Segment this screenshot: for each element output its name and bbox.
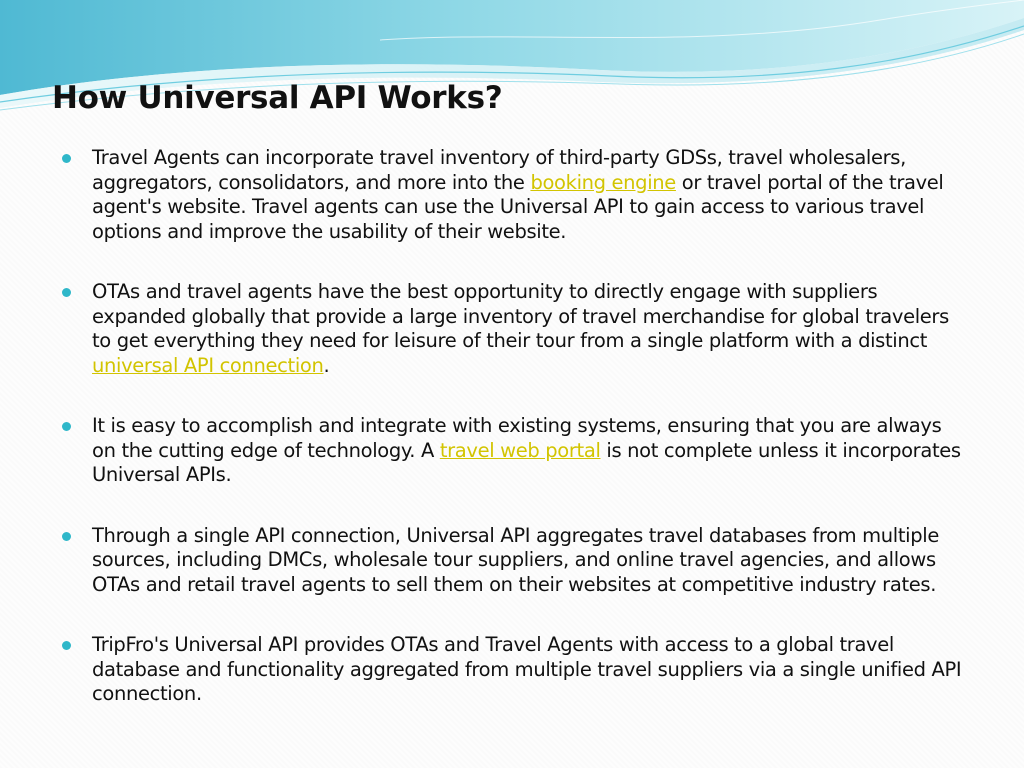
bullet-item bbox=[62, 414, 962, 488]
bullet-dot-icon bbox=[62, 422, 71, 431]
bullet-text: is not complete unless it incorporates Universal APIs. bbox=[92, 438, 961, 486]
bullet-dot-icon bbox=[62, 154, 71, 163]
bullet-dot-icon bbox=[62, 288, 71, 297]
travel-web-portal-link[interactable]: travel web portal bbox=[439, 438, 601, 462]
bullet-text: OTAs and travel agents have the best opportunity to directly engage with suppliers expanded globally that provide a large inventory of travel merchandise for global travelers to get everything they need for leisure of their tour from a single platform with a distinct bbox=[92, 280, 949, 352]
universal-api-connection-link[interactable]: universal API connection bbox=[92, 353, 324, 377]
bullet-dot-icon bbox=[62, 532, 71, 541]
bullet-item bbox=[62, 633, 962, 707]
bullet-dot-icon bbox=[62, 641, 71, 650]
bullet-item bbox=[62, 146, 962, 244]
bullet-item bbox=[62, 524, 962, 598]
bullet-text: . bbox=[323, 353, 330, 377]
bullet-item bbox=[62, 280, 962, 378]
page-title: How Universal API Works? bbox=[52, 80, 503, 116]
bullet-text: or travel portal of the travel agent's website. Travel agents can use the Universal API to gain access to various travel options and improve the usability of their website. bbox=[92, 170, 944, 243]
booking-engine-link[interactable]: booking engine bbox=[530, 170, 676, 194]
bullet-text: Through a single API connection, Universal API aggregates travel databases from multiple sources, including DMCs, wholesale tour suppliers, and online travel agencies, and allows OTAs and retail travel agents to sell them on their websites at competitive industry rates. bbox=[92, 523, 939, 596]
bullet-text: Travel Agents can incorporate travel inventory of third-party GDSs, travel wholesalers, aggregators, consolidators, and more into the bbox=[92, 146, 906, 194]
bullet-list bbox=[62, 146, 962, 707]
bullet-text: It is easy to accomplish and integrate with existing systems, ensuring that you are always on the cutting edge of technology. A bbox=[92, 414, 942, 462]
bullet-text: TripFro's Universal API provides OTAs and Travel Agents with access to a global travel database and functionality aggregated from multiple travel suppliers via a single unified API connection. bbox=[92, 633, 962, 705]
